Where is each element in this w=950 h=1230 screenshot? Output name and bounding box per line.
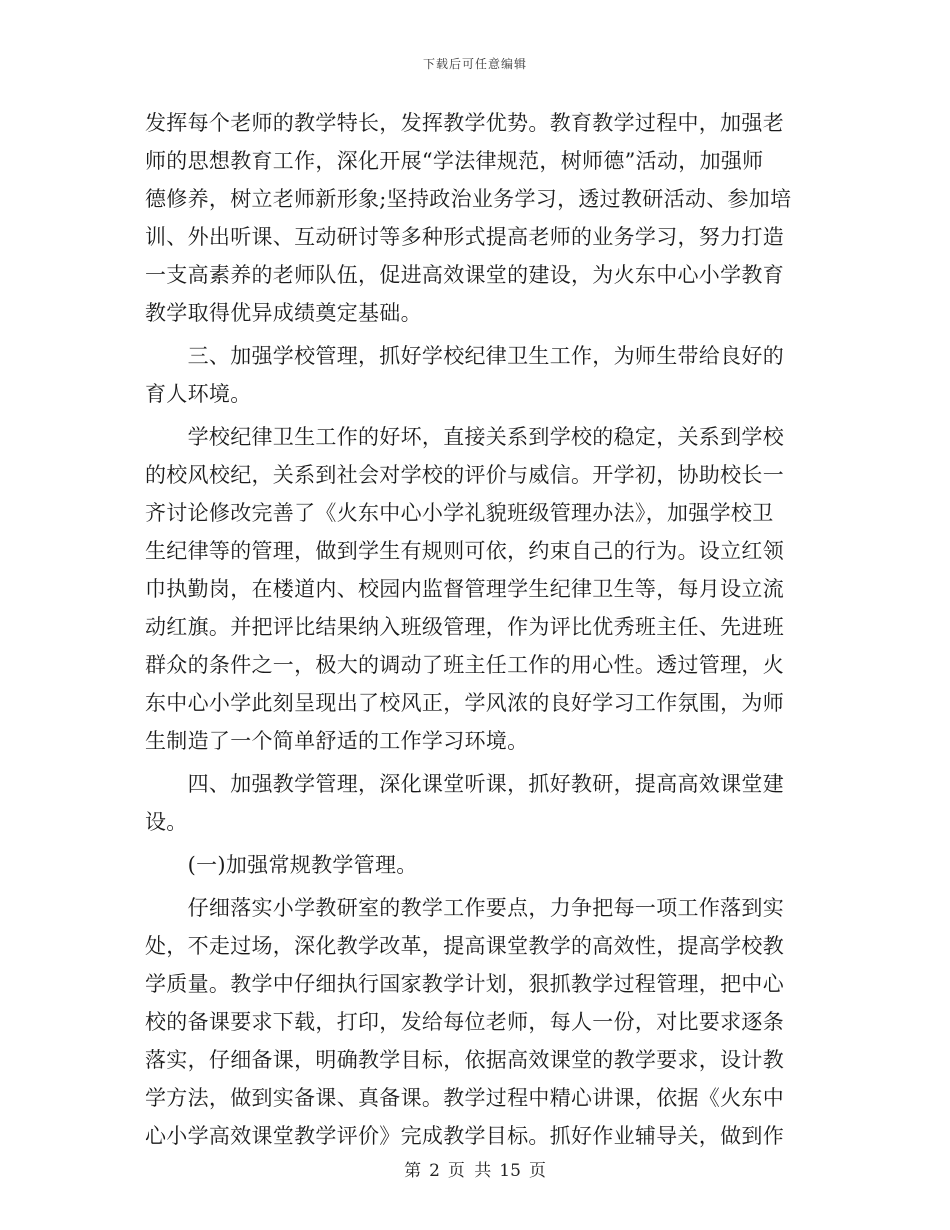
text-line: 生制造了一个简单舒适的工作学习环境。 <box>145 729 529 753</box>
section-heading <box>145 337 805 413</box>
footer-current-page: 2 <box>429 1161 440 1181</box>
text-line: 师的思想教育工作，深化开展“学法律规范，树师德”活动，加强师 <box>145 149 764 173</box>
text-line: 生纪律等的管理，做到学生有规则可依，约束自己的行为。设立红领 <box>145 539 784 563</box>
paragraph <box>145 889 805 1155</box>
text-line: 德修养，树立老师新形象;坚持政治业务学习，透过教研活动、参加培 <box>145 187 792 211</box>
subsection-heading <box>145 846 805 884</box>
text-line: 四、加强教学管理，深化课堂听课，抓好教研，提高高效课堂建 <box>145 772 784 796</box>
text-line: 巾执勤岗，在楼道内、校园内监督管理学生纪律卫生等，每月设立流 <box>145 577 784 601</box>
text-line: 处，不走过场，深化教学改革，提高课堂教学的高效性，提高学校教 <box>145 934 784 958</box>
text-line: 的校风校纪，关系到社会对学校的评价与威信。开学初，协助校长一 <box>145 463 784 487</box>
document-body <box>145 104 805 1155</box>
text-line: 教学取得优异成绩奠定基础。 <box>145 301 422 325</box>
text-line: 校的备课要求下载，打印，发给每位老师，每人一份，对比要求逐条 <box>145 1010 784 1034</box>
text-line: (一)加强常规教学管理。 <box>145 853 418 877</box>
text-line: 学质量。教学中仔细执行国家教学计划，狠抓教学过程管理，把中心 <box>145 972 784 996</box>
footer-suffix: 页 <box>528 1161 546 1181</box>
footer-total-pages: 15 <box>499 1161 521 1181</box>
text-line: 发挥每个老师的教学特长，发挥教学优势。教育教学过程中，加强老 <box>145 111 784 135</box>
text-line: 设。 <box>145 810 188 834</box>
paragraph <box>145 418 805 760</box>
text-line: 学校纪律卫生工作的好坏，直接关系到学校的稳定，关系到学校 <box>145 425 784 449</box>
footer-prefix: 第 <box>404 1161 422 1181</box>
text-line: 学方法，做到实备课、真备课。教学过程中精心讲课，依据《火东中 <box>145 1086 784 1110</box>
page-number-footer <box>0 1156 950 1181</box>
text-line: 三、加强学校管理，抓好学校纪律卫生工作，为师生带给良好的 <box>145 344 784 368</box>
text-line: 群众的条件之一，极大的调动了班主任工作的用心性。透过管理，火 <box>145 653 784 677</box>
section-heading <box>145 765 805 841</box>
text-line: 东中心小学此刻呈现出了校风正，学风浓的良好学习工作氛围，为师 <box>145 691 784 715</box>
page-header-note: 下载后可任意编辑 <box>422 57 527 71</box>
footer-middle: 页 共 <box>447 1161 492 1181</box>
text-line: 动红旗。并把评比结果纳入班级管理，作为评比优秀班主任、先进班 <box>145 615 784 639</box>
text-line: 仔细落实小学教研室的教学工作要点，力争把每一项工作落到实 <box>145 896 784 920</box>
text-line: 育人环境。 <box>145 382 252 406</box>
paragraph <box>145 104 805 332</box>
text-line: 心小学高效课堂教学评价》完成教学目标。抓好作业辅导关，做到作 <box>145 1124 784 1148</box>
text-line: 落实，仔细备课，明确教学目标，依据高效课堂的教学要求，设计教 <box>145 1048 784 1072</box>
text-line: 训、外出听课、互动研讨等多种形式提高老师的业务学习，努力打造 <box>145 225 784 249</box>
text-line: 齐讨论修改完善了《火东中心小学礼貌班级管理办法》，加强学校卫 <box>145 501 774 525</box>
text-line: 一支高素养的老师队伍，促进高效课堂的建设，为火东中心小学教育 <box>145 263 784 287</box>
